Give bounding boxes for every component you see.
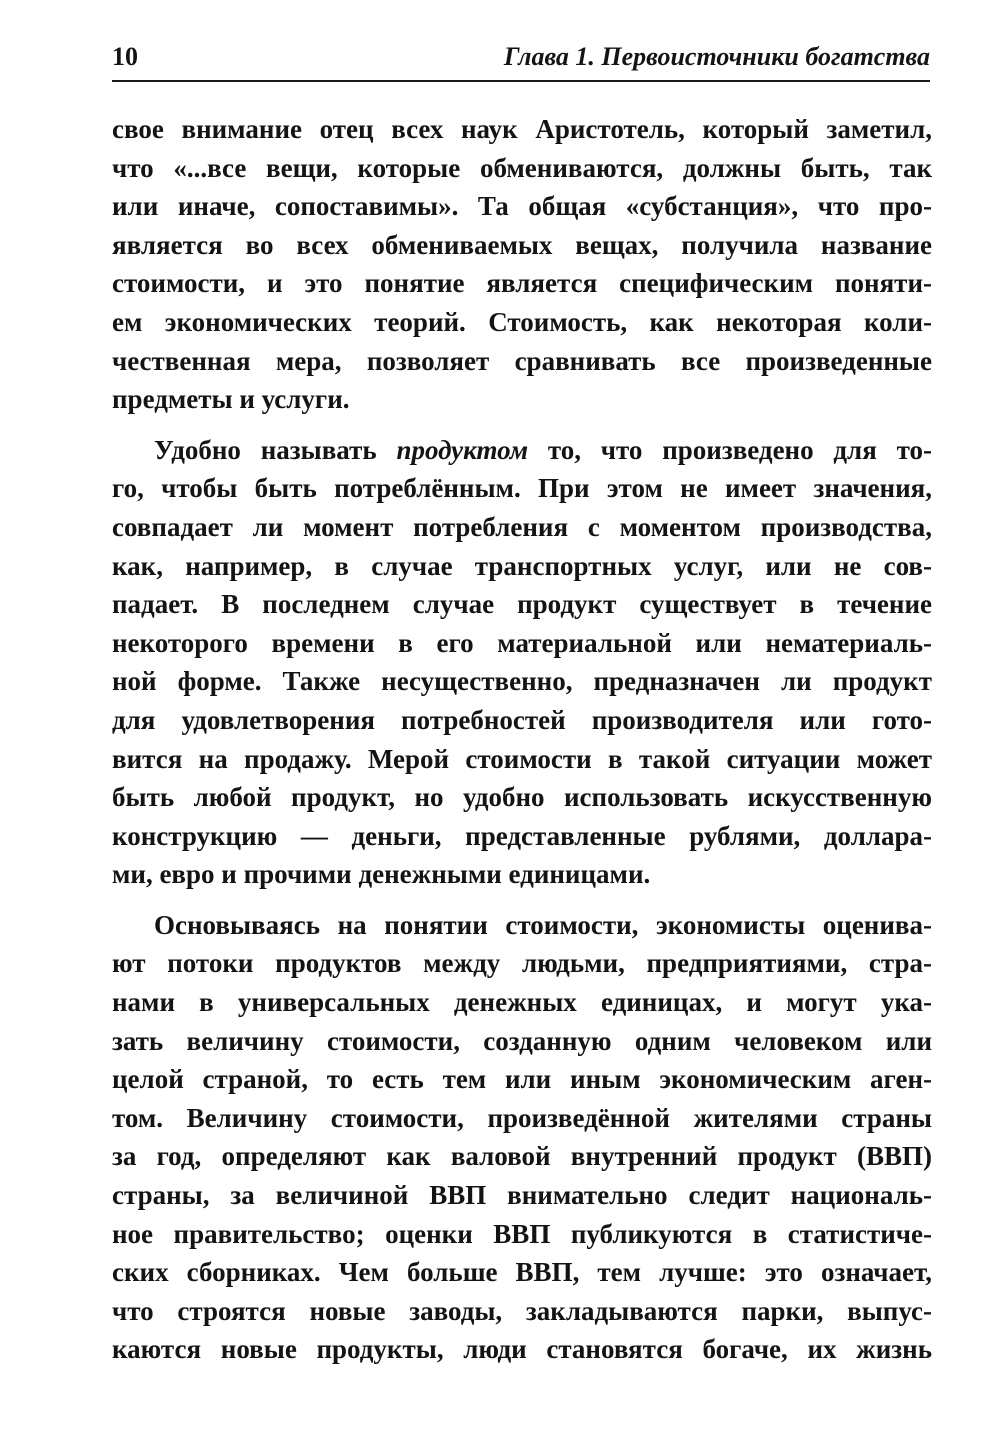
text-line: нами в универсальных денежных единицах, и могут ука- <box>112 987 932 1018</box>
text-line: некоторого времени в его материальной или нематериаль- <box>112 627 932 658</box>
text-line: или иначе, сопоставимы». Та общая «субстанция», что про- <box>112 191 932 222</box>
text-line: стоимости, и это понятие является специфическим поняти- <box>112 268 932 299</box>
paragraph-gap <box>112 419 932 431</box>
text-line: ное правительство; оценки ВВП публикуются в статистиче- <box>112 1218 932 1249</box>
text-line-first <box>112 431 932 470</box>
text-line: зать величину стоимости, созданную одним человеком или <box>112 1025 932 1056</box>
text-line: что «...все вещи, которые обмениваются, должны быть, так <box>112 152 932 183</box>
paragraph-2 <box>112 431 932 894</box>
text-line: предметы и услуги. <box>112 384 350 415</box>
text-run: то, что произведено для то- <box>528 434 933 465</box>
text-line: го, чтобы быть потреблённым. При этом не имеет значения, <box>112 473 932 504</box>
paragraph-gap <box>112 894 932 906</box>
text-line: каются новые продукты, люди становятся богаче, их жизнь <box>112 1334 932 1365</box>
text-line: страны, за величиной ВВП внимательно следит националь- <box>112 1180 932 1211</box>
page-number: 10 <box>112 42 138 71</box>
text-line: ем экономических теорий. Стоимость, как некоторая коли- <box>112 306 932 337</box>
text-line: конструкцию — деньги, представленные рублями, доллара- <box>112 820 932 851</box>
text-line-first: Основываясь на понятии стоимости, экономисты оценива- <box>154 909 932 940</box>
paragraph-1 <box>112 110 932 419</box>
text-line: за год, определяют как валовой внутренний продукт (ВВП) <box>112 1141 932 1172</box>
text-line: совпадает ли момент потребления с моментом производства, <box>112 511 932 542</box>
text-line: как, например, в случае транспортных услуг, или не сов- <box>112 550 932 581</box>
text-run: Удобно называть <box>154 434 397 465</box>
chapter-title: Глава 1. Первоисточники богатства <box>503 42 930 71</box>
body-text <box>112 110 932 1369</box>
text-line: что строятся новые заводы, закладываются парки, выпус- <box>112 1295 932 1326</box>
text-line: ной форме. Также несущественно, предназначен ли продукт <box>112 666 932 697</box>
text-line: ских сборниках. Чем больше ВВП, тем лучше: это означает, <box>112 1257 932 1288</box>
text-line: является во всех обмениваемых вещах, получила название <box>112 229 932 260</box>
text-line: свое внимание отец всех наук Аристотель, который заметил, <box>112 114 932 144</box>
text-line: падает. В последнем случае продукт существует в течение <box>112 589 932 620</box>
running-head <box>112 40 930 82</box>
text-line: целой страной, то есть тем или иным экономическим аген- <box>112 1064 932 1095</box>
text-line: для удовлетворения потребностей производителя или гото- <box>112 704 932 735</box>
text-line: чественная мера, позволяет сравнивать все произведенные <box>112 345 932 376</box>
text-line: ми, евро и прочими денежными единицами. <box>112 859 651 890</box>
text-line: быть любой продукт, но удобно использовать искусственную <box>112 782 932 813</box>
paragraph-3 <box>112 906 932 1369</box>
text-line: том. Величину стоимости, произведённой жителями страны <box>112 1102 932 1133</box>
text-line: ют потоки продуктов между людьми, предприятиями, стра- <box>112 948 932 979</box>
text-line: вится на продажу. Мерой стоимости в такой ситуации может <box>112 743 932 774</box>
emphasized-term: продуктом <box>396 434 529 465</box>
